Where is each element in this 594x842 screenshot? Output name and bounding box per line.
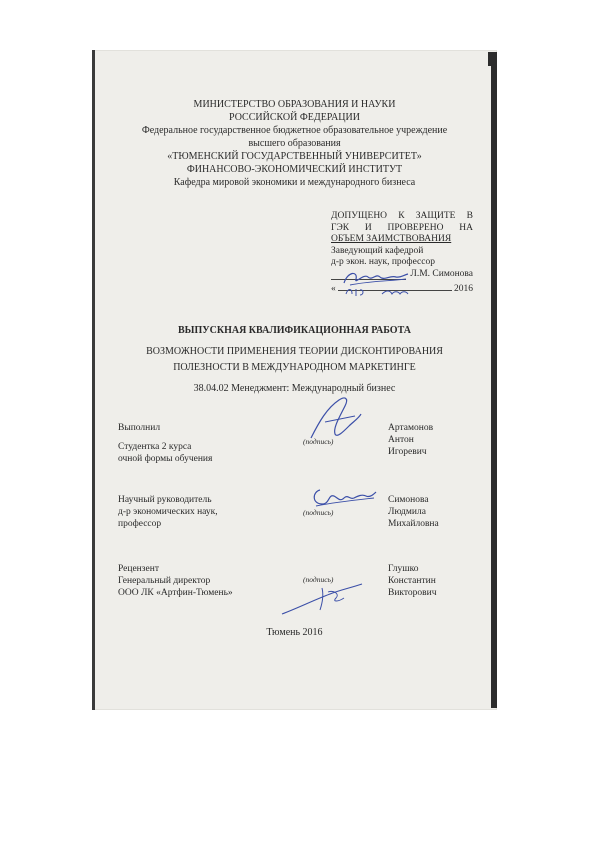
author-patronymic: Игоревич bbox=[388, 447, 427, 457]
supervisor-name bbox=[388, 494, 478, 530]
date-year: 2016 bbox=[454, 284, 473, 294]
education-level-line: высшего образования bbox=[248, 138, 341, 149]
supervisor-first-name: Людмила bbox=[388, 507, 426, 517]
university-name: «ТЮМЕНСКИЙ ГОСУДАРСТВЕННЫЙ УНИВЕРСИТЕТ» bbox=[167, 151, 422, 162]
reviewer-signature-caption: (подпись) bbox=[303, 575, 334, 584]
supervisor-role: Научный руководитель bbox=[118, 495, 212, 505]
reviewer-signature-image bbox=[278, 580, 368, 620]
department-name: Кафедра мировой экономики и международного бизнеса bbox=[173, 177, 416, 188]
approval-line-3: ОБЪЕМ ЗАИМСТВОВАНИЯ bbox=[331, 234, 452, 244]
city-year: Тюмень 2016 bbox=[266, 627, 323, 638]
approval-line-1: ДОПУЩЕНО К ЗАЩИТЕ В bbox=[331, 211, 473, 221]
author-course: Студентка 2 курса bbox=[118, 442, 192, 452]
author-role: Выполнил bbox=[118, 423, 161, 433]
reviewer-name bbox=[388, 563, 478, 599]
author-signature-caption: (подпись) bbox=[303, 437, 334, 446]
institution-type-line: Федеральное государственное бюджетное образовательное учреждение bbox=[141, 125, 448, 136]
author-name bbox=[388, 422, 478, 458]
scan-corner-mark bbox=[488, 52, 496, 66]
supervisor-signature-image bbox=[308, 484, 378, 510]
supervisor-info bbox=[118, 494, 278, 530]
supervisor-surname: Симонова bbox=[388, 495, 429, 505]
author-first-name: Антон bbox=[388, 435, 414, 445]
reviewer-company: ООО ЛК «Артфин-Тюмень» bbox=[118, 588, 233, 598]
reviewer-surname: Глушко bbox=[388, 564, 419, 574]
approval-line-2: ГЭК И ПРОВЕРЕНО НА bbox=[331, 222, 473, 233]
supervisor-degree: д-р экономических наук, bbox=[118, 507, 218, 517]
thesis-topic bbox=[92, 344, 497, 376]
date-quote-open: « bbox=[331, 284, 336, 294]
date-handwriting-image bbox=[342, 286, 432, 298]
author-study-form: очной формы обучения bbox=[118, 454, 213, 464]
supervisor-signature-caption: (подпись) bbox=[303, 508, 334, 517]
reviewer-patronymic: Викторович bbox=[388, 588, 437, 598]
institution-header bbox=[92, 98, 497, 189]
reviewer-info bbox=[118, 563, 278, 599]
head-name: Л.М. Симонова bbox=[410, 268, 473, 279]
ministry-line-2: РОССИЙСКОЙ ФЕДЕРАЦИИ bbox=[229, 112, 360, 123]
work-type-title: ВЫПУСКНАЯ КВАЛИФИКАЦИОННАЯ РАБОТА bbox=[178, 325, 411, 336]
head-degree: д-р экон. наук, профессор bbox=[331, 257, 435, 267]
thesis-topic-line-1: ВОЗМОЖНОСТИ ПРИМЕНЕНИЯ ТЕОРИИ ДИСКОНТИРОВАНИЯ bbox=[146, 346, 443, 357]
reviewer-role: Рецензент bbox=[118, 564, 159, 574]
thesis-topic-line-2: ПОЛЕЗНОСТИ В МЕЖДУНАРОДНОМ МАРКЕТИНГЕ bbox=[173, 362, 416, 373]
institute-name: ФИНАНСОВО-ЭКОНОМИЧЕСКИЙ ИНСТИТУТ bbox=[186, 164, 403, 175]
supervisor-patronymic: Михайловна bbox=[388, 519, 439, 529]
author-description bbox=[118, 441, 278, 465]
head-of-department-title: Заведующий кафедрой bbox=[331, 245, 424, 256]
specialty-line: 38.04.02 Менеджмент: Международный бизнес bbox=[193, 383, 396, 394]
reviewer-position: Генеральный директор bbox=[118, 576, 211, 586]
supervisor-title: профессор bbox=[118, 519, 162, 529]
reviewer-first-name: Константин bbox=[388, 576, 436, 586]
ministry-line-1: МИНИСТЕРСТВО ОБРАЗОВАНИЯ И НАУКИ bbox=[193, 99, 396, 110]
author-surname: Артамонов bbox=[388, 423, 434, 433]
